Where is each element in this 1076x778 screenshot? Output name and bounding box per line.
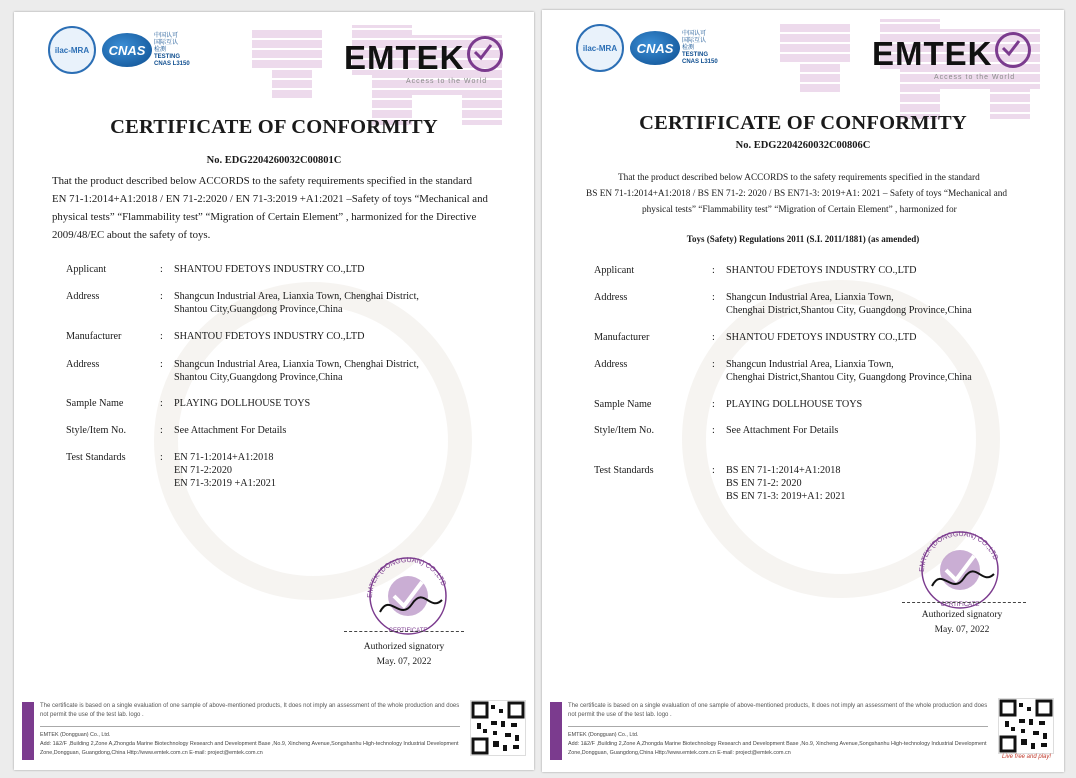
field-value: Shangcun Industrial Area, Lianxia Town, Chenghai District, Shantou City,Guangdong Province,China (174, 359, 419, 383)
certificate-intro (52, 172, 524, 244)
field-colon: : (712, 332, 715, 343)
stamp-sub-text: CERTIFICATE (388, 628, 428, 634)
cnas-caption (682, 31, 718, 66)
company-stamp (912, 526, 1008, 610)
field-value: Shangcun Industrial Area, Lianxia Town, Chenghai District, Shantou City,Guangdong Province,China (174, 291, 419, 315)
field-value: EN 71-1:2014+A1:2018 EN 71-2:2020 EN 71-3:2019 +A1:2021 (174, 452, 276, 489)
field-colon: : (160, 425, 163, 436)
intro-line: That the product described below ACCORDS to the safety requirements specified in the standard (618, 173, 980, 183)
checkmark-icon (467, 36, 503, 72)
cnas-line: 国际互认 (154, 39, 179, 46)
certificate-title: CERTIFICATE OF CONFORMITY (110, 116, 438, 138)
field-label: Manufacturer (66, 331, 122, 342)
field-colon: : (712, 425, 715, 436)
footer-address: Add: 1&2/F ,Building 2,Zone A,Zhongda Marine Biotechnology Research and Development Base ,No.9, Xincheng Avenue,Songshanhu High-technology Industrial Development Zone,Dongguan, Guangdong,China Http://www.emtek.com.cn E-mail: project@emtek.com.cn (568, 741, 987, 756)
issue-date: May. 07, 2022 (376, 657, 432, 667)
field-colon: : (160, 264, 163, 275)
certificate-intro (586, 170, 1056, 218)
intro-line: physical tests” “Flammability test” “Migration of Certain Element” , harmonized for (642, 205, 957, 215)
signatory-block (892, 608, 1032, 638)
field-colon: : (160, 452, 163, 463)
stamp-arc-text: EMTEK (DONGGUAN) CO.,LTD (366, 556, 447, 599)
cnas-line: TESTING (682, 51, 709, 58)
field-value: PLAYING DOLLHOUSE TOYS (174, 398, 311, 409)
field-label: Test Standards (594, 465, 654, 476)
accreditation-logos (48, 26, 190, 74)
footer-address-block (40, 731, 460, 758)
field-value: SHANTOU FDETOYS INDUSTRY CO.,LTD (174, 264, 365, 275)
footer-accent-bar (550, 702, 562, 760)
field-value: BS EN 71-1:2014+A1:2018 BS EN 71-2: 2020 BS EN 71-3: 2019+A1: 2021 (726, 465, 846, 502)
intro-line: EN 71-1:2014+A1:2018 / EN 71-2:2020 / EN 71-3:2019 +A1:2021 –Safety of toys “Mechanical and (52, 193, 488, 205)
certificate-number: No. EDG2204260032C00801C (206, 155, 342, 166)
field-colon: : (160, 331, 163, 342)
cnas-line: 中国认可 (154, 32, 179, 39)
issue-date: May. 07, 2022 (934, 625, 990, 635)
field-label: Applicant (594, 265, 635, 276)
signature-line (902, 602, 1026, 603)
footer-divider (568, 726, 988, 727)
emtek-logo (344, 36, 503, 77)
cnas-mark: CNAS (630, 31, 680, 65)
certificate-page-2 (542, 10, 1064, 772)
cnas-line: 国际互认 (682, 37, 707, 44)
field-colon: : (712, 265, 715, 276)
emtek-wordmark: EMTEK (872, 35, 993, 72)
intro-line: physical tests” “Flammability test” “Migration of Certain Element” , harmonized for the Directive (52, 211, 477, 223)
field-colon: : (160, 398, 163, 409)
certificate-title: CERTIFICATE OF CONFORMITY (639, 112, 967, 134)
slogan: Access to the World (934, 74, 1016, 81)
emtek-logo (872, 32, 1031, 73)
ilac-mra-logo: ilac-MRA (48, 26, 96, 74)
field-value: Shangcun Industrial Area, Lianxia Town, Chenghai District,Shantou City, Guangdong Province,China (726, 292, 972, 316)
footer-address-block (568, 731, 988, 758)
accreditation-logos (576, 24, 718, 72)
field-colon: : (712, 399, 715, 410)
field-label: Applicant (66, 264, 107, 275)
stamp-arc-text: EMTEK (DONGGUAN) CO.,LTD (918, 530, 999, 573)
cnas-line: TESTING (154, 53, 181, 60)
footer-company: EMTEK (Dongguan) Co., Ltd. (568, 732, 639, 738)
footer (550, 696, 1056, 764)
qr-code (998, 698, 1054, 754)
field-label: Address (594, 359, 628, 370)
field-label: Address (66, 359, 100, 370)
footer-company: EMTEK (Dongguan) Co., Ltd. (40, 732, 111, 738)
field-colon: : (712, 359, 715, 370)
signature-line (344, 631, 464, 632)
certificate-number: No. EDG2204260032C00806C (735, 140, 871, 151)
field-value: See Attachment For Details (726, 425, 839, 436)
qr-code (470, 700, 526, 756)
field-colon: : (712, 465, 715, 476)
signatory-label: Authorized signatory (921, 610, 1003, 620)
field-colon: : (160, 291, 163, 302)
stamp-sub-text: CERTIFICATE (940, 602, 980, 608)
field-value: SHANTOU FDETOYS INDUSTRY CO.,LTD (174, 331, 365, 342)
field-label: Test Standards (66, 452, 126, 463)
footer-divider (40, 726, 460, 727)
cnas-line: 中国认可 (682, 30, 707, 37)
footer-disclaimer: The certificate is based on a single evaluation of one sample of above-mentioned products, It does not imply an assessment of the whole production and does not permit the use of the test lab. logo . (568, 703, 988, 718)
field-label: Style/Item No. (66, 425, 126, 436)
checkmark-icon (995, 32, 1031, 68)
ilac-mra-logo: ilac-MRA (576, 24, 624, 72)
cnas-mark: CNAS (102, 33, 152, 67)
field-colon: : (712, 292, 715, 303)
emtek-wordmark: EMTEK (344, 39, 465, 76)
cnas-line: 检测 (154, 46, 167, 53)
intro-line: That the product described below ACCORDS to the safety requirements specified in the standard (52, 175, 473, 187)
field-label: Address (66, 291, 100, 302)
field-label: Sample Name (594, 399, 652, 410)
footer-disclaimer: The certificate is based on a single evaluation of one sample of above-mentioned products, It does not imply an assessment of the whole production and does not permit the use of the test lab. logo . (40, 703, 460, 718)
cnas-logo (102, 33, 190, 68)
cnas-logo (630, 31, 718, 66)
field-label: Sample Name (66, 398, 124, 409)
field-label: Address (594, 292, 628, 303)
footer-accent-bar (22, 702, 34, 760)
field-value: SHANTOU FDETOYS INDUSTRY CO.,LTD (726, 332, 917, 343)
corner-tag: Live free and play! (1002, 754, 1052, 760)
field-colon: : (160, 359, 163, 370)
field-value: SHANTOU FDETOYS INDUSTRY CO.,LTD (726, 265, 917, 276)
field-value: See Attachment For Details (174, 425, 287, 436)
field-value: Shangcun Industrial Area, Lianxia Town, Chenghai District,Shantou City, Guangdong Province,China (726, 359, 972, 383)
footer-address: Add: 1&2/F ,Building 2,Zone A,Zhongda Marine Biotechnology Research and Development Base ,No.9, Xincheng Avenue,Songshanhu High-technology Industrial Development Zone,Dongguan, Guangdong,China Http://www.emtek.com.cn E-mail: project@emtek.com.cn (40, 741, 459, 756)
cnas-line: CNAS L3150 (154, 60, 190, 67)
field-label: Manufacturer (594, 332, 650, 343)
cnas-caption (154, 33, 190, 68)
cnas-line: CNAS L3150 (682, 58, 718, 65)
footer (22, 698, 526, 762)
intro-line: BS EN 71-1:2014+A1:2018 / BS EN 71-2: 2020 / BS EN71-3: 2019+A1: 2021 – Safety of toys “Mechanical and (586, 189, 1008, 199)
company-stamp (360, 552, 456, 636)
regulation-reference: Toys (Safety) Regulations 2011 (S.I. 2011/1881) (as amended) (686, 234, 920, 244)
cnas-line: 检测 (682, 44, 695, 51)
signatory-label: Authorized signatory (363, 642, 445, 652)
intro-line: 2009/48/EC about the safety of toys. (52, 229, 211, 241)
field-label: Style/Item No. (594, 425, 654, 436)
signatory-block (334, 640, 474, 670)
certificate-page-1 (14, 12, 534, 770)
field-value: PLAYING DOLLHOUSE TOYS (726, 399, 863, 410)
slogan: Access to the World (406, 78, 488, 85)
